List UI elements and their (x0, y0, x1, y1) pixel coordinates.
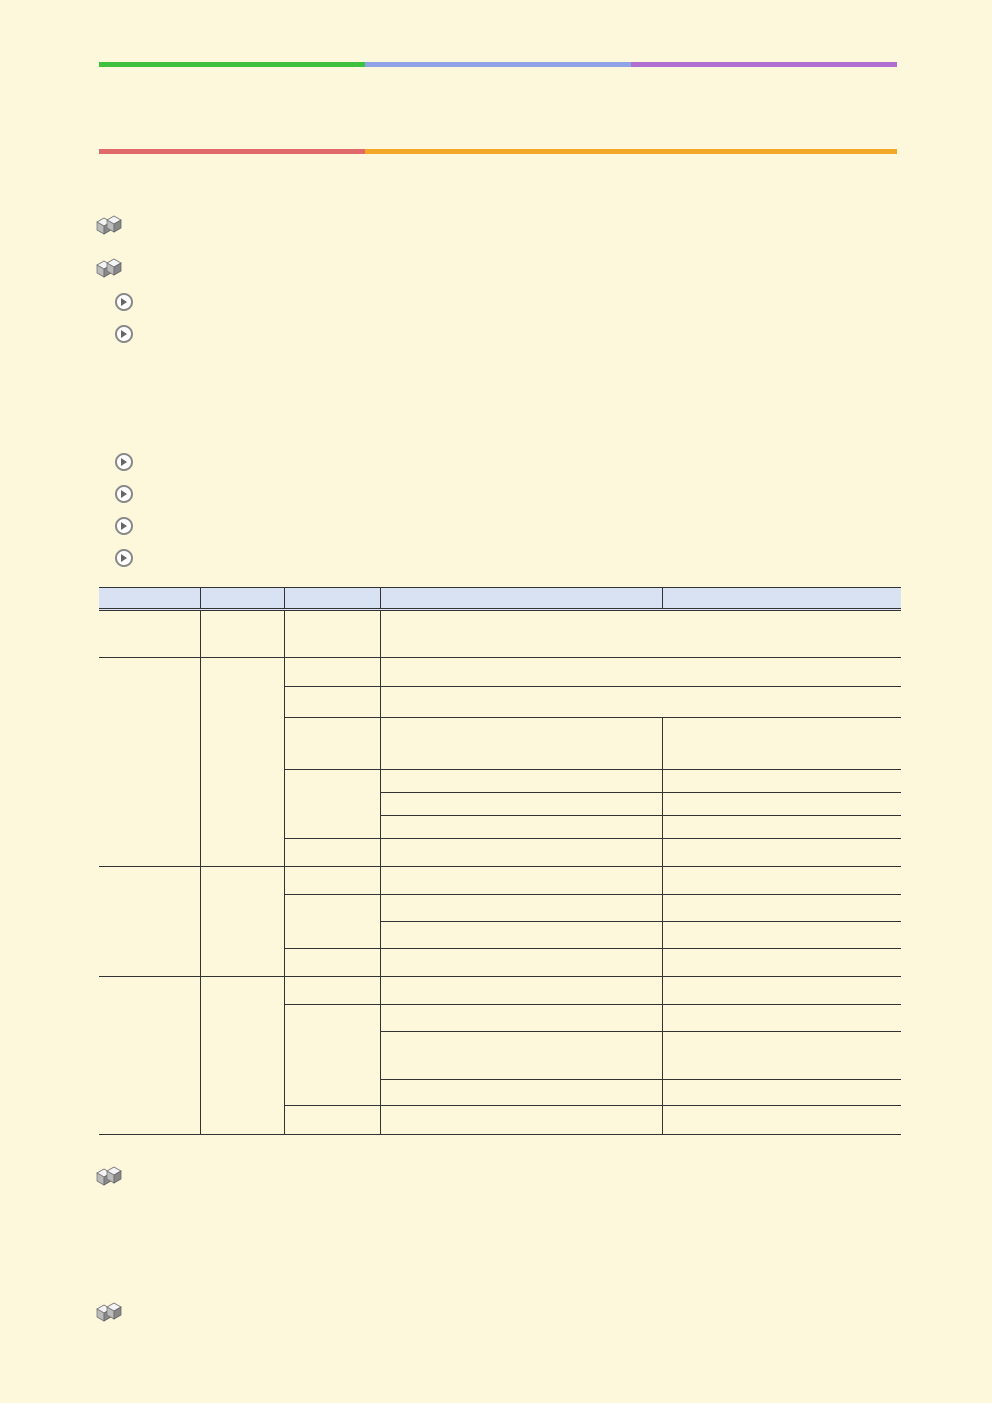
d3-p2-speaker (380, 1032, 662, 1080)
pre-content-cell (284, 610, 380, 658)
host-item (115, 293, 143, 315)
d3-keynote-speaker (380, 977, 662, 1005)
d2-free-topic (662, 949, 901, 977)
d3-keynote (284, 977, 380, 1005)
bar-segment-orange-2 (631, 149, 897, 154)
pre-time-cell (99, 610, 200, 658)
pre-desc-cell (380, 610, 901, 658)
datetime-item (115, 325, 143, 347)
d2-date-cell (99, 867, 200, 977)
bar-segment-red (99, 149, 365, 154)
cube-bullet-icon (95, 1302, 123, 1324)
cube-bullet-icon (95, 215, 123, 237)
bottom-color-bar (99, 149, 897, 154)
d2-free (284, 949, 380, 977)
d1-keynote-topic (662, 718, 901, 770)
d1-guest (284, 687, 380, 718)
circle-bullet-icon (115, 485, 133, 503)
d2-p2-topic (662, 922, 901, 949)
bar-segment-orange (365, 149, 631, 154)
participants-item (115, 453, 143, 475)
bar-segment-green (99, 62, 365, 67)
d1-p1-topic (662, 770, 901, 793)
circle-bullet-icon (115, 293, 133, 311)
circle-bullet-icon (115, 517, 133, 535)
d3-keynote-topic (662, 977, 901, 1005)
d2-keynote-topic (662, 867, 901, 895)
d3-type-cell (200, 977, 284, 1135)
d3-p3-speaker (380, 1080, 662, 1106)
overview-section (95, 258, 131, 281)
d1-keynote-speaker (380, 718, 662, 770)
d1-greeting (284, 658, 380, 687)
d2-p1-speaker (380, 895, 662, 922)
d2-free-desc (380, 949, 662, 977)
pre-type-cell (200, 610, 284, 658)
topic-item (115, 517, 143, 539)
table-row (99, 977, 901, 1005)
header-content (284, 588, 380, 610)
d1-p1-speaker (380, 770, 662, 793)
d1-p3-speaker (380, 816, 662, 839)
d2-type-cell (200, 867, 284, 977)
d1-greeting-speaker (380, 658, 901, 687)
d1-p2-topic (662, 793, 901, 816)
table-row (99, 610, 901, 658)
circle-bullet-icon (115, 549, 133, 567)
header-topic (662, 588, 901, 610)
d3-p1-topic (662, 1005, 901, 1032)
d2-panel (284, 895, 380, 949)
table-row (99, 867, 901, 895)
d1-p3-topic (662, 816, 901, 839)
header-time (99, 588, 200, 610)
d1-panel (284, 770, 380, 839)
d2-keynote (284, 867, 380, 895)
cube-bullet-icon (95, 258, 123, 280)
inquiry-section (95, 1302, 131, 1325)
d1-guest-speakers (380, 687, 901, 718)
table-row (99, 658, 901, 687)
d2-p1-topic (662, 895, 901, 922)
d1-type-cell (200, 658, 284, 867)
d3-free (284, 1106, 380, 1135)
schedule-item (115, 549, 143, 571)
d3-free-topic (662, 1106, 901, 1135)
header-schedule (200, 588, 284, 610)
content-section (95, 215, 131, 238)
d1-free-desc (380, 839, 662, 867)
d3-p1-speaker (380, 1005, 662, 1032)
cube-bullet-icon (95, 1166, 123, 1188)
d3-date-cell (99, 977, 200, 1135)
schedule-table (99, 587, 901, 1135)
d2-keynote-speaker (380, 867, 662, 895)
circle-bullet-icon (115, 325, 133, 343)
table-header-row (99, 588, 901, 610)
d3-p3-topic (662, 1080, 901, 1106)
d1-keynote (284, 718, 380, 770)
d1-p2-speaker (380, 793, 662, 816)
bar-segment-purple (631, 62, 897, 67)
note-item (115, 485, 143, 507)
d3-panel (284, 1005, 380, 1106)
d1-free (284, 839, 380, 867)
d1-free-topic (662, 839, 901, 867)
zoom-line (233, 421, 276, 441)
d1-date-cell (99, 658, 200, 867)
circle-bullet-icon (115, 453, 133, 471)
top-color-bar (99, 62, 897, 67)
d3-p2-topic (662, 1032, 901, 1080)
header-speaker (380, 588, 662, 610)
d2-p2-speaker (380, 922, 662, 949)
d3-free-desc (380, 1106, 662, 1135)
bar-segment-blue (365, 62, 631, 67)
apply-section (95, 1166, 131, 1189)
